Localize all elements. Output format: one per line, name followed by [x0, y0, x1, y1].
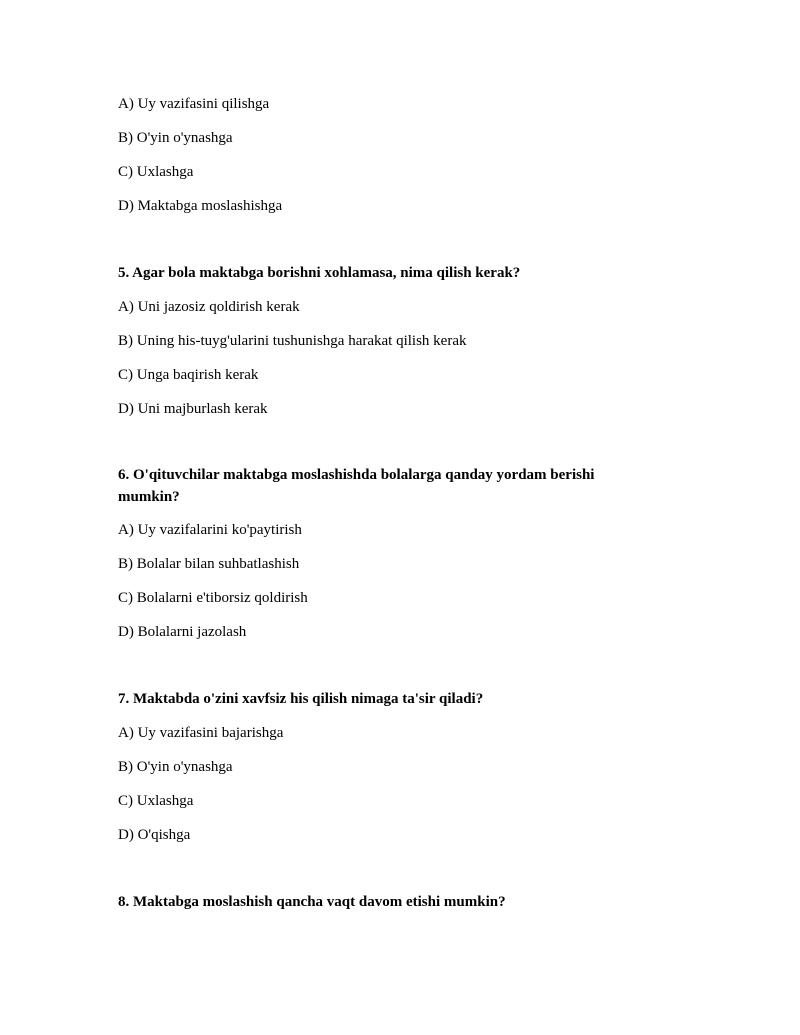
question-5: 5. Agar bola maktabga borishni xohlamasa, nima qilish kerak?	[118, 265, 521, 281]
option-b: B) Bolalar bilan suhbatlashish	[118, 556, 300, 572]
option-a: A) Uy vazifasini qilishga	[118, 96, 270, 112]
option-d: D) Bolalarni jazolash	[118, 624, 247, 640]
option-c: C) Unga baqirish kerak	[118, 367, 259, 383]
option-d: D) Maktabga moslashishga	[118, 198, 283, 214]
option-c: C) Bolalarni e'tiborsiz qoldirish	[118, 590, 308, 606]
question-6: 6. O'qituvchilar maktabga moslashishda bolalarga qanday yordam berishi mumkin?	[118, 467, 595, 505]
option-d: D) O'qishga	[118, 827, 191, 843]
question-8: 8. Maktabga moslashish qancha vaqt davom etishi mumkin?	[118, 894, 506, 910]
option-b: B) Uning his-tuyg'ularini tushunishga harakat qilish kerak	[118, 333, 467, 349]
option-a: A) Uni jazosiz qoldirish kerak	[118, 299, 300, 315]
option-a: A) Uy vazifasini bajarishga	[118, 725, 284, 741]
option-a: A) Uy vazifalarini ko'paytirish	[118, 522, 302, 538]
option-d: D) Uni majburlash kerak	[118, 401, 268, 417]
question-7: 7. Maktabda o'zini xavfsiz his qilish nimaga ta'sir qiladi?	[118, 691, 484, 707]
option-c: C) Uxlashga	[118, 793, 194, 809]
option-c: C) Uxlashga	[118, 164, 194, 180]
option-b: B) O'yin o'ynashga	[118, 130, 233, 146]
option-b: B) O'yin o'ynashga	[118, 759, 233, 775]
